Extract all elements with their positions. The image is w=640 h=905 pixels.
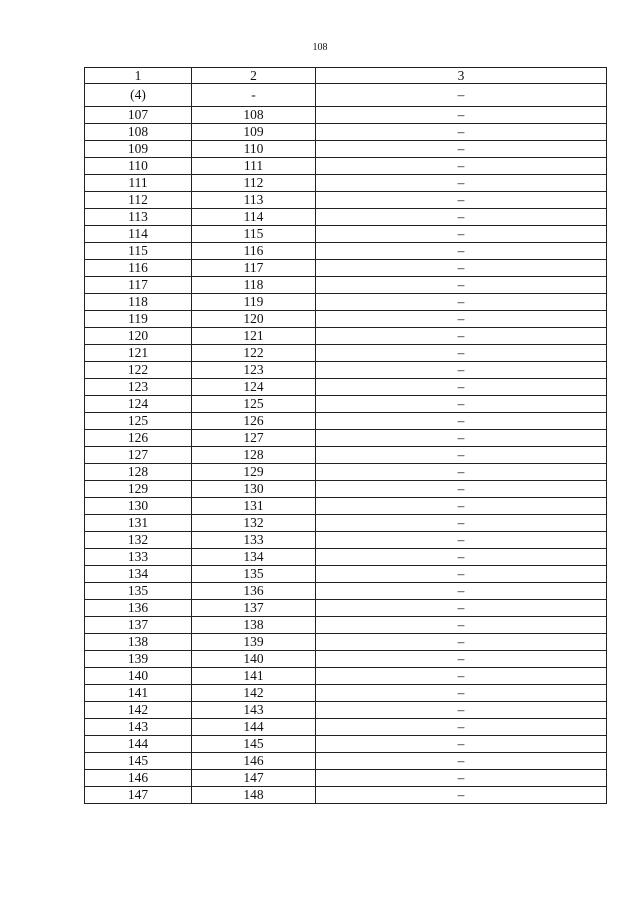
- table-cell-col-1: 128: [85, 464, 192, 481]
- table-cell-col-3: –: [316, 141, 607, 158]
- table-cell-col-2: 147: [192, 770, 316, 787]
- table-cell-col-1: 108: [85, 124, 192, 141]
- table-row: [85, 566, 607, 583]
- table-cell-col-1: 132: [85, 532, 192, 549]
- table-cell-col-3: –: [316, 379, 607, 396]
- table-cell-col-3: –: [316, 192, 607, 209]
- table-body: [85, 84, 607, 804]
- table-cell-col-3: –: [316, 753, 607, 770]
- table-cell-col-1: 111: [85, 175, 192, 192]
- table-cell-col-2: -: [192, 84, 316, 107]
- table-cell-col-1: 125: [85, 413, 192, 430]
- table-row: [85, 702, 607, 719]
- table-row: [85, 311, 607, 328]
- table-cell-col-1: 122: [85, 362, 192, 379]
- table-cell-col-1: 142: [85, 702, 192, 719]
- table-row: [85, 481, 607, 498]
- table-cell-col-2: 127: [192, 430, 316, 447]
- table-cell-col-2: 145: [192, 736, 316, 753]
- table-cell-col-3: –: [316, 719, 607, 736]
- table-cell-col-3: –: [316, 600, 607, 617]
- table-row: [85, 753, 607, 770]
- table-cell-col-2: 131: [192, 498, 316, 515]
- table-cell-col-2: 136: [192, 583, 316, 600]
- table-cell-col-1: 124: [85, 396, 192, 413]
- table-row: [85, 396, 607, 413]
- column-header-3: 3: [316, 68, 607, 84]
- table-cell-col-1: 118: [85, 294, 192, 311]
- table-cell-col-1: 144: [85, 736, 192, 753]
- table-cell-col-2: 142: [192, 685, 316, 702]
- table-cell-col-1: 147: [85, 787, 192, 804]
- table-row: [85, 600, 607, 617]
- table-cell-col-3: –: [316, 396, 607, 413]
- table-cell-col-1: 130: [85, 498, 192, 515]
- table-cell-col-3: –: [316, 549, 607, 566]
- table-cell-col-1: 134: [85, 566, 192, 583]
- table-row: [85, 770, 607, 787]
- table-cell-col-1: 116: [85, 260, 192, 277]
- table-cell-col-3: –: [316, 668, 607, 685]
- table-row: [85, 84, 607, 107]
- table-row: [85, 634, 607, 651]
- table-cell-col-1: 110: [85, 158, 192, 175]
- table-cell-col-2: 121: [192, 328, 316, 345]
- table-cell-col-2: 122: [192, 345, 316, 362]
- table-cell-col-1: 136: [85, 600, 192, 617]
- table-row: [85, 345, 607, 362]
- table-cell-col-1: 107: [85, 107, 192, 124]
- table-cell-col-2: 114: [192, 209, 316, 226]
- table-row: [85, 294, 607, 311]
- table-cell-col-2: 132: [192, 515, 316, 532]
- table-cell-col-3: –: [316, 362, 607, 379]
- table-cell-col-3: –: [316, 328, 607, 345]
- table-cell-col-2: 109: [192, 124, 316, 141]
- table-cell-col-2: 135: [192, 566, 316, 583]
- table-cell-col-1: 112: [85, 192, 192, 209]
- table-cell-col-2: 148: [192, 787, 316, 804]
- table-cell-col-3: –: [316, 566, 607, 583]
- table-cell-col-3: –: [316, 158, 607, 175]
- table-cell-col-1: 131: [85, 515, 192, 532]
- table-cell-col-3: –: [316, 532, 607, 549]
- table-cell-col-1: 123: [85, 379, 192, 396]
- table-cell-col-2: 111: [192, 158, 316, 175]
- table-cell-col-1: 115: [85, 243, 192, 260]
- table-cell-col-1: 126: [85, 430, 192, 447]
- table-cell-col-1: 140: [85, 668, 192, 685]
- table-cell-col-3: –: [316, 175, 607, 192]
- table-row: [85, 515, 607, 532]
- table-cell-col-3: –: [316, 787, 607, 804]
- table-cell-col-3: –: [316, 294, 607, 311]
- table-header: [85, 68, 607, 84]
- table-cell-col-3: –: [316, 124, 607, 141]
- table-cell-col-1: 113: [85, 209, 192, 226]
- table-cell-col-3: –: [316, 226, 607, 243]
- data-table: [84, 67, 607, 804]
- table-cell-col-3: –: [316, 243, 607, 260]
- table-cell-col-1: 129: [85, 481, 192, 498]
- table-cell-col-3: –: [316, 481, 607, 498]
- table-row: [85, 413, 607, 430]
- table-cell-col-3: –: [316, 107, 607, 124]
- table-row: [85, 107, 607, 124]
- table-cell-col-2: 146: [192, 753, 316, 770]
- table-row: [85, 787, 607, 804]
- table-row: [85, 209, 607, 226]
- table-cell-col-2: 139: [192, 634, 316, 651]
- table-cell-col-2: 130: [192, 481, 316, 498]
- table-cell-col-1: 139: [85, 651, 192, 668]
- table-cell-col-1: 141: [85, 685, 192, 702]
- page-number: 108: [312, 42, 328, 53]
- table-row: [85, 158, 607, 175]
- table-row: [85, 175, 607, 192]
- table-cell-col-2: 116: [192, 243, 316, 260]
- table-cell-col-3: –: [316, 260, 607, 277]
- table-cell-col-2: 128: [192, 447, 316, 464]
- table-cell-col-1: 145: [85, 753, 192, 770]
- table-cell-col-2: 120: [192, 311, 316, 328]
- table-cell-col-1: 146: [85, 770, 192, 787]
- table-cell-col-1: 121: [85, 345, 192, 362]
- table-cell-col-3: –: [316, 464, 607, 481]
- table-row: [85, 192, 607, 209]
- table-row: [85, 719, 607, 736]
- table-cell-col-1: 117: [85, 277, 192, 294]
- table-row: [85, 549, 607, 566]
- table-cell-col-1: 120: [85, 328, 192, 345]
- table-cell-col-1: 137: [85, 617, 192, 634]
- table-cell-col-3: –: [316, 84, 607, 107]
- table-cell-col-2: 124: [192, 379, 316, 396]
- table-cell-col-1: 127: [85, 447, 192, 464]
- table-cell-col-2: 144: [192, 719, 316, 736]
- table-row: [85, 651, 607, 668]
- table-cell-col-2: 118: [192, 277, 316, 294]
- table-cell-col-3: –: [316, 413, 607, 430]
- table-row: [85, 430, 607, 447]
- table-cell-col-3: –: [316, 634, 607, 651]
- table-cell-col-3: –: [316, 447, 607, 464]
- table-row: [85, 243, 607, 260]
- table-cell-col-2: 126: [192, 413, 316, 430]
- table-row: [85, 464, 607, 481]
- table-cell-col-3: –: [316, 770, 607, 787]
- table-cell-col-3: –: [316, 685, 607, 702]
- table-row: [85, 583, 607, 600]
- table-cell-col-2: 125: [192, 396, 316, 413]
- table-cell-col-2: 140: [192, 651, 316, 668]
- table-cell-col-3: –: [316, 617, 607, 634]
- table-row: [85, 736, 607, 753]
- table-cell-col-2: 143: [192, 702, 316, 719]
- table-cell-col-2: 123: [192, 362, 316, 379]
- table-cell-col-3: –: [316, 651, 607, 668]
- table-cell-col-2: 141: [192, 668, 316, 685]
- column-header-1: 1: [85, 68, 192, 84]
- table-cell-col-2: 108: [192, 107, 316, 124]
- table-row: [85, 328, 607, 345]
- table-cell-col-2: 117: [192, 260, 316, 277]
- table-cell-col-3: –: [316, 515, 607, 532]
- table-cell-col-1: 138: [85, 634, 192, 651]
- table-row: [85, 141, 607, 158]
- table-cell-col-1: 114: [85, 226, 192, 243]
- table-cell-col-2: 119: [192, 294, 316, 311]
- table-row: [85, 498, 607, 515]
- table-row: [85, 362, 607, 379]
- table-cell-col-3: –: [316, 311, 607, 328]
- table-cell-col-1: 109: [85, 141, 192, 158]
- table-row: [85, 532, 607, 549]
- header-row: [85, 68, 607, 84]
- table-cell-col-2: 137: [192, 600, 316, 617]
- table-cell-col-3: –: [316, 702, 607, 719]
- column-header-2: 2: [192, 68, 316, 84]
- table-cell-col-2: 110: [192, 141, 316, 158]
- table-cell-col-2: 138: [192, 617, 316, 634]
- table-cell-col-2: 115: [192, 226, 316, 243]
- table-cell-col-2: 129: [192, 464, 316, 481]
- table-row: [85, 447, 607, 464]
- table-cell-col-1: 119: [85, 311, 192, 328]
- table-cell-col-3: –: [316, 277, 607, 294]
- table-row: [85, 617, 607, 634]
- table-row: [85, 379, 607, 396]
- table-row: [85, 277, 607, 294]
- table-cell-col-2: 113: [192, 192, 316, 209]
- table-cell-col-1: 133: [85, 549, 192, 566]
- table-cell-col-1: (4): [85, 84, 192, 107]
- table-cell-col-3: –: [316, 430, 607, 447]
- table-cell-col-3: –: [316, 209, 607, 226]
- table-cell-col-3: –: [316, 498, 607, 515]
- table-cell-col-2: 133: [192, 532, 316, 549]
- table-row: [85, 226, 607, 243]
- table-row: [85, 124, 607, 141]
- table-cell-col-1: 143: [85, 719, 192, 736]
- table-cell-col-3: –: [316, 345, 607, 362]
- table-cell-col-1: 135: [85, 583, 192, 600]
- table-row: [85, 260, 607, 277]
- table-cell-col-3: –: [316, 736, 607, 753]
- table-cell-col-2: 134: [192, 549, 316, 566]
- table-row: [85, 685, 607, 702]
- table-cell-col-2: 112: [192, 175, 316, 192]
- table-row: [85, 668, 607, 685]
- table-cell-col-3: –: [316, 583, 607, 600]
